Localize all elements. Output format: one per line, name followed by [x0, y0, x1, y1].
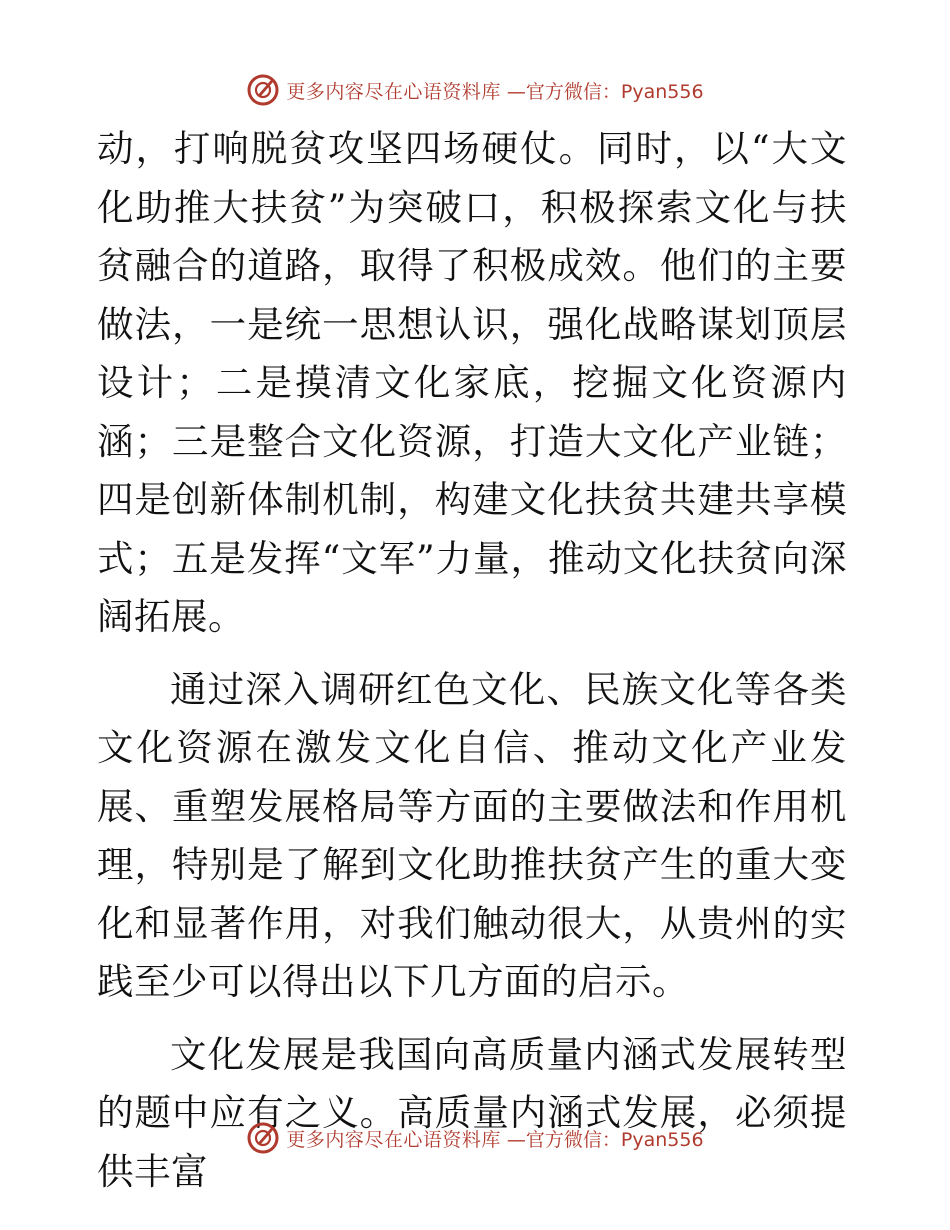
footer-watermark-banner: [0, 1118, 950, 1158]
header-watermark-banner: [0, 70, 950, 110]
header-site-text: 更多内容尽在心语资料库: [286, 80, 501, 103]
paragraph-3: 文化发展是我国向高质量内涵式发展转型的题中应有之义。高质量内涵式发展，必须提供丰富: [97, 1032, 847, 1193]
footer-site-text: 更多内容尽在心语资料库: [286, 1128, 501, 1151]
paragraph-2: 通过深入调研红色文化、民族文化等各类文化资源在激发文化自信、推动文化产业发展、重塑发展格局等方面的主要做法和作用机理，特别是了解到文化助推扶贫产生的重大变化和显著作用，对我们触动很大，从贵州的实践至少可以得出以下几方面的启示。: [97, 667, 847, 1003]
header-contact-text: —官方微信：Pyan556: [506, 80, 704, 103]
brand-logo-icon: [246, 73, 280, 107]
brand-logo-icon: [246, 1121, 280, 1155]
paragraph-1: 动，打响脱贫攻坚四场硬仗。同时，以“大文化助推大扶贫”为突破口，积极探索文化与扶贫融合的道路，取得了积极成效。他们的主要做法，一是统一思想认识，强化战略谋划顶层设计；二是摸清文化家底，挖掘文化资源内涵；三是整合文化资源，打造大文化产业链；四是创新体制机制，构建文化扶贫共建共享模式；五是发挥“文军”力量，推动文化扶贫向深阔拓展。: [97, 127, 847, 638]
footer-contact-text: —官方微信：Pyan556: [506, 1128, 704, 1151]
document-body: [97, 120, 847, 1201]
